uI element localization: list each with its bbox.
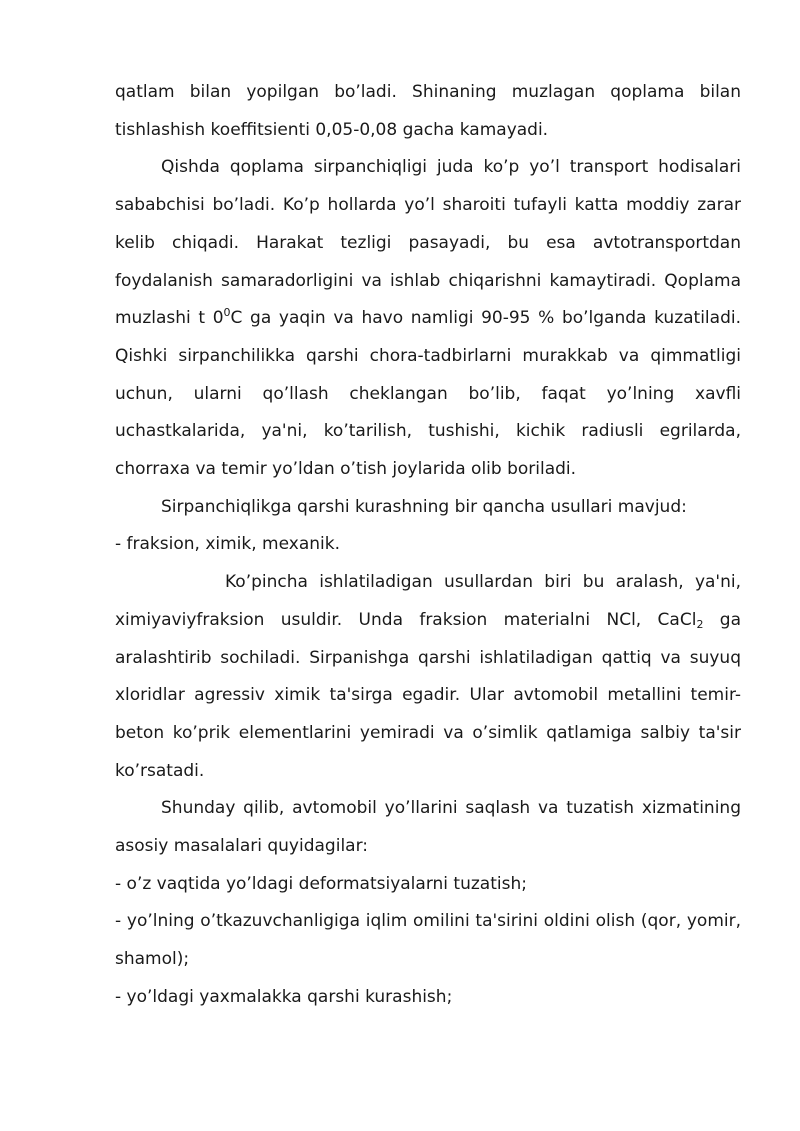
chemical-subscript: 2 bbox=[696, 617, 704, 631]
list-item-methods bbox=[115, 526, 741, 564]
list-item-methods-text: - fraksion, ximik, mexanik. bbox=[115, 534, 341, 555]
list-item-ice bbox=[115, 979, 741, 1017]
paragraph-6-text: Shunday qilib, avtomobil yo’llarini saqlash va tuzatish xizmatining asosiy masalalari quyidagilar: bbox=[115, 798, 741, 857]
paragraph-5 bbox=[115, 564, 741, 790]
paragraph-2-text-a: Qishda qoplama sirpanchiqligi juda ko’p yo’l transport hodisalari sababchisi bo’ladi. Ko’p hollarda yo’l sharoiti tufayli katta moddiy zarar kelib chiqadi. Harakat tezligi pasayadi, bu esa avtotransportdan foydalanish samaradorligini va ishlab chiqarishni kamaytiradi. Qoplama muzlashi t 0 bbox=[115, 157, 741, 329]
paragraph-1-text: qatlam bilan yopilgan bo’ladi. Shinaning muzlagan qoplama bilan tishlashish koeffitsienti 0,05-0,08 gacha kamayadi. bbox=[115, 82, 741, 140]
paragraph-6 bbox=[115, 790, 741, 865]
list-item-ice-text: - yo’ldagi yaxmalakka qarshi kurashish; bbox=[115, 986, 453, 1007]
paragraph-1 bbox=[115, 74, 741, 149]
list-item-deformations-text: - o’z vaqtida yo’ldagi deformatsiyalarni tuzatish; bbox=[115, 873, 527, 894]
list-item-climate-text: - yo’lning o’tkazuvchanligiga iqlim omilini ta'sirini oldini olish (qor, yomir, shamol); bbox=[115, 911, 741, 970]
paragraph-2-text-b: C ga yaqin va havo namligi 90-95 % bo’lganda kuzatiladi. Qishki sirpanchilikka qarshi chora-tadbirlarni murakkab va qimmatligi uchun, ularni qo’llash cheklangan bo’lib, faqat yo’lning xavfli uchastkalarida, ya'ni, ko’tarilish, tushishi, kichik radiusli egrilarda, chorraxa va temir yo’ldan o’tish joylarida olib boriladi. bbox=[115, 308, 741, 480]
paragraph-5-text-b: ga aralashtirib sochiladi. Sirpanishga qarshi ishlatiladigan qattiq va suyuq xloridlar agressiv ximik ta'sirga egadir. Ular avtomobil metallini temir-beton ko’prik elementlarini yemiradi va o’simlik qatlamiga salbiy ta'sir ko’rsatadi. bbox=[115, 609, 741, 781]
paragraph-5-text-a: Ko’pincha ishlatiladigan usullardan biri bu aralash, ya'ni, ximiyaviyfraksion usuldir. Unda fraksion materialni NCl, CaCl bbox=[115, 572, 741, 630]
degree-superscript: 0 bbox=[223, 306, 231, 320]
list-item-climate bbox=[115, 903, 741, 978]
paragraph-3 bbox=[115, 489, 741, 527]
list-item-deformations bbox=[115, 866, 741, 904]
paragraph-3-text: Sirpanchiqlikga qarshi kurashning bir qancha usullari mavjud: bbox=[161, 496, 687, 517]
paragraph-2 bbox=[115, 149, 741, 488]
document-page bbox=[115, 74, 741, 1017]
